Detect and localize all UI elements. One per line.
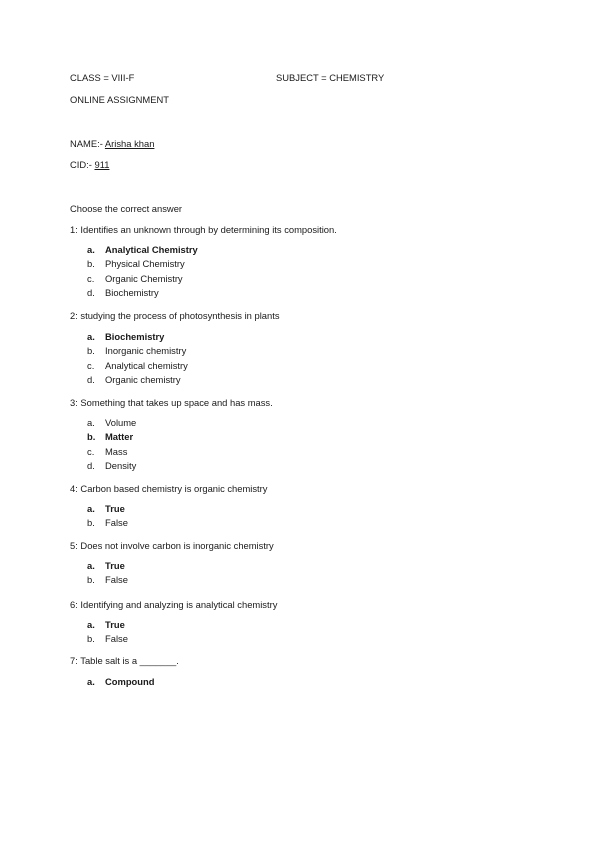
option-marker: a.	[87, 417, 95, 428]
option-marker: d.	[87, 374, 95, 386]
student-cid-line	[70, 159, 109, 170]
option-marker: b.	[87, 574, 95, 586]
option-text: Compound	[105, 676, 155, 687]
option-text: Analytical chemistry	[105, 359, 188, 371]
instructions: Choose the correct answer	[70, 203, 183, 214]
class-label: CLASS = VIII-F	[70, 72, 135, 83]
option-marker: b.	[87, 258, 95, 270]
subject-label: SUBJECT = CHEMISTRY	[276, 72, 385, 83]
option-text: True	[105, 503, 125, 514]
question-3-text: 3: Something that takes up space and has mass.	[70, 397, 273, 408]
option-marker: b.	[87, 517, 95, 529]
option-marker: a.	[87, 676, 95, 687]
option-text: Matter	[105, 431, 134, 443]
option-marker: a.	[87, 560, 95, 571]
option-text: Analytical Chemistry	[105, 244, 198, 255]
name-label: NAME:-	[70, 138, 105, 149]
assignment-title: ONLINE ASSIGNMENT	[70, 94, 169, 105]
question-2-text: 2: studying the process of photosynthesis in plants	[70, 310, 280, 321]
option-marker: d.	[87, 287, 95, 299]
cid-label: CID:-	[70, 159, 95, 170]
option-marker: b.	[87, 345, 95, 357]
option-marker: d.	[87, 460, 95, 472]
student-cid: 911	[94, 159, 110, 170]
question-6-text: 6: Identifying and analyzing is analytical chemistry	[70, 599, 278, 610]
option-marker: a.	[87, 331, 95, 342]
option-text: False	[105, 574, 128, 586]
option-text: Biochemistry	[105, 331, 165, 342]
option-text: True	[105, 619, 125, 630]
option-text: False	[105, 517, 128, 529]
option-text: Mass	[105, 445, 128, 457]
option-marker: a.	[87, 244, 95, 255]
question-4-text: 4: Carbon based chemistry is organic chemistry	[70, 483, 268, 494]
option-marker: b.	[87, 431, 96, 443]
option-marker: c.	[87, 445, 95, 457]
option-text: Inorganic chemistry	[105, 345, 187, 357]
student-name: Arisha khan	[104, 138, 155, 149]
question-7-text: 7: Table salt is a _______.	[70, 655, 179, 666]
question-5-text: 5: Does not involve carbon is inorganic chemistry	[70, 540, 274, 551]
option-marker: c.	[87, 272, 95, 284]
option-text: False	[105, 633, 128, 645]
question-1-text: 1: Identifies an unknown through by determining its composition.	[70, 224, 337, 235]
option-text: Biochemistry	[105, 287, 159, 299]
option-text: Organic Chemistry	[105, 272, 183, 284]
option-text: Physical Chemistry	[105, 258, 185, 270]
option-marker: a.	[87, 619, 95, 630]
option-marker: b.	[87, 633, 95, 645]
student-name-line	[70, 138, 154, 149]
option-text: Density	[105, 460, 137, 472]
option-marker: c.	[87, 359, 95, 371]
option-text: Volume	[105, 417, 137, 428]
option-marker: a.	[87, 503, 95, 514]
option-text: Organic chemistry	[105, 374, 181, 386]
option-text: True	[105, 560, 125, 571]
